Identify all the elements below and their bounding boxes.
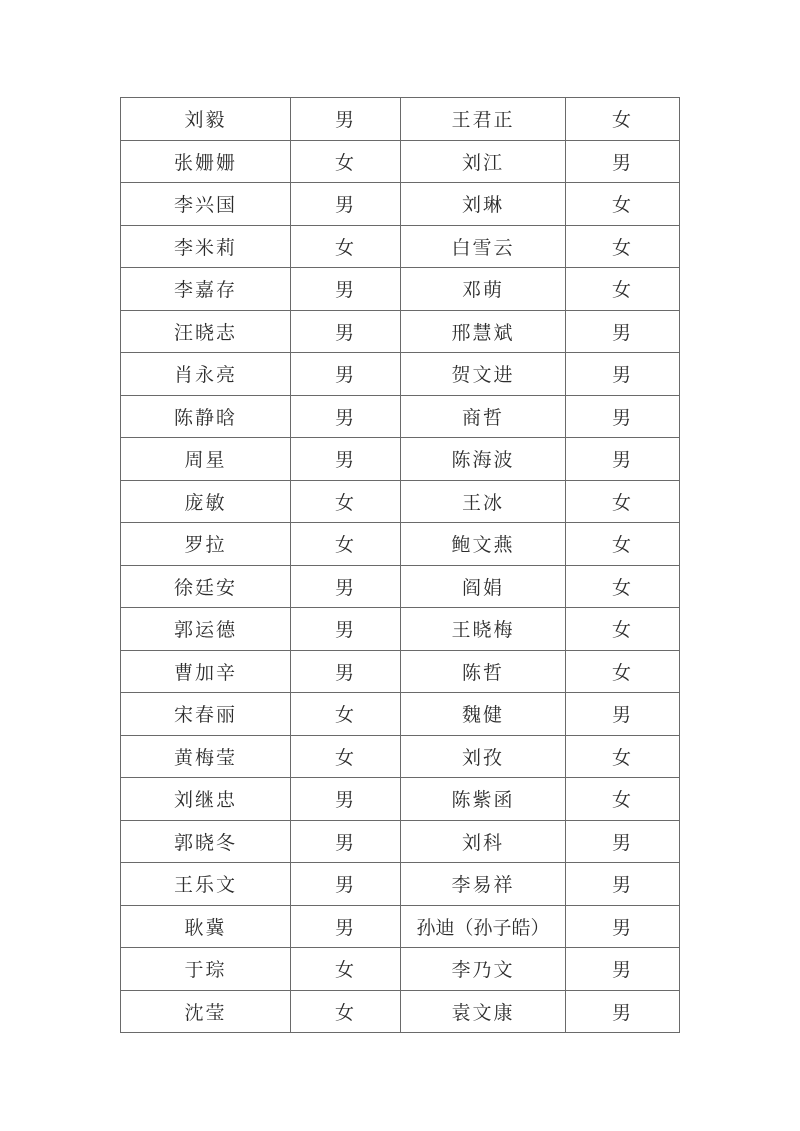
gender-cell: 女 [566,480,680,523]
name-cell: 陈静晗 [121,395,291,438]
gender-cell: 女 [291,735,401,778]
name-cell: 曹加辛 [121,650,291,693]
gender-cell: 男 [291,820,401,863]
name-cell: 王乐文 [121,863,291,906]
gender-cell: 女 [566,608,680,651]
name-cell: 刘琳 [401,183,566,226]
gender-cell: 女 [291,990,401,1033]
name-cell: 宋春丽 [121,693,291,736]
gender-cell: 男 [291,863,401,906]
table-row [121,863,680,906]
gender-cell: 男 [566,820,680,863]
name-cell: 李乃文 [401,948,566,991]
name-cell: 魏健 [401,693,566,736]
name-cell: 汪晓志 [121,310,291,353]
name-cell: 鲍文燕 [401,523,566,566]
gender-cell: 女 [291,480,401,523]
name-cell: 邢慧斌 [401,310,566,353]
table-row [121,820,680,863]
name-cell: 王君正 [401,98,566,141]
name-cell: 陈海波 [401,438,566,481]
name-cell: 李嘉存 [121,268,291,311]
gender-cell: 男 [291,268,401,311]
name-cell: 沈莹 [121,990,291,1033]
table-row [121,98,680,141]
name-cell: 白雪云 [401,225,566,268]
name-cell: 郭晓冬 [121,820,291,863]
table-row [121,523,680,566]
table-row [121,650,680,693]
name-cell: 陈哲 [401,650,566,693]
gender-cell: 女 [566,735,680,778]
gender-cell: 男 [291,778,401,821]
gender-cell: 男 [291,565,401,608]
name-cell: 刘科 [401,820,566,863]
name-cell: 李易祥 [401,863,566,906]
name-cell: 黄梅莹 [121,735,291,778]
gender-cell: 男 [566,693,680,736]
table-row [121,395,680,438]
name-cell: 李兴国 [121,183,291,226]
table-row [121,310,680,353]
table-row [121,183,680,226]
table-row [121,353,680,396]
gender-cell: 男 [566,395,680,438]
table-row [121,735,680,778]
gender-cell: 女 [566,650,680,693]
gender-cell: 女 [566,183,680,226]
gender-cell: 女 [566,523,680,566]
name-cell: 罗拉 [121,523,291,566]
name-cell: 刘孜 [401,735,566,778]
name-cell: 王晓梅 [401,608,566,651]
gender-cell: 男 [291,438,401,481]
table-row [121,480,680,523]
gender-cell: 男 [291,183,401,226]
gender-cell: 女 [566,268,680,311]
gender-cell: 女 [566,778,680,821]
gender-cell: 女 [291,523,401,566]
gender-cell: 男 [291,395,401,438]
table-row [121,225,680,268]
name-cell: 刘继忠 [121,778,291,821]
gender-cell: 男 [566,990,680,1033]
name-cell: 孙迪（孙子皓） [401,905,566,948]
gender-cell: 男 [566,438,680,481]
table-row [121,438,680,481]
name-cell: 郭运德 [121,608,291,651]
name-cell: 王冰 [401,480,566,523]
gender-cell: 女 [291,225,401,268]
gender-cell: 女 [566,225,680,268]
name-cell: 贺文进 [401,353,566,396]
gender-cell: 女 [566,565,680,608]
gender-cell: 男 [566,310,680,353]
gender-cell: 男 [291,905,401,948]
name-cell: 肖永亮 [121,353,291,396]
name-cell: 陈紫函 [401,778,566,821]
gender-cell: 女 [291,948,401,991]
gender-cell: 女 [566,98,680,141]
table-row [121,990,680,1033]
gender-cell: 男 [291,310,401,353]
name-cell: 庞敏 [121,480,291,523]
name-cell: 刘江 [401,140,566,183]
roster-table [120,97,680,1033]
table-row [121,608,680,651]
gender-cell: 男 [291,650,401,693]
name-cell: 耿冀 [121,905,291,948]
name-cell: 邓萌 [401,268,566,311]
roster-table-body [121,98,680,1033]
gender-cell: 男 [291,98,401,141]
name-cell: 徐廷安 [121,565,291,608]
gender-cell: 女 [291,140,401,183]
table-row [121,268,680,311]
table-row [121,140,680,183]
name-cell: 刘毅 [121,98,291,141]
gender-cell: 男 [566,353,680,396]
gender-cell: 女 [291,693,401,736]
gender-cell: 男 [291,353,401,396]
table-row [121,778,680,821]
table-row [121,565,680,608]
table-row [121,693,680,736]
name-cell: 阎娟 [401,565,566,608]
name-cell: 张姗姗 [121,140,291,183]
gender-cell: 男 [566,905,680,948]
name-cell: 袁文康 [401,990,566,1033]
gender-cell: 男 [566,863,680,906]
name-cell: 李米莉 [121,225,291,268]
name-cell: 商哲 [401,395,566,438]
name-cell: 周星 [121,438,291,481]
gender-cell: 男 [566,948,680,991]
gender-cell: 男 [566,140,680,183]
gender-cell: 男 [291,608,401,651]
table-row [121,905,680,948]
name-cell: 于琮 [121,948,291,991]
table-row [121,948,680,991]
